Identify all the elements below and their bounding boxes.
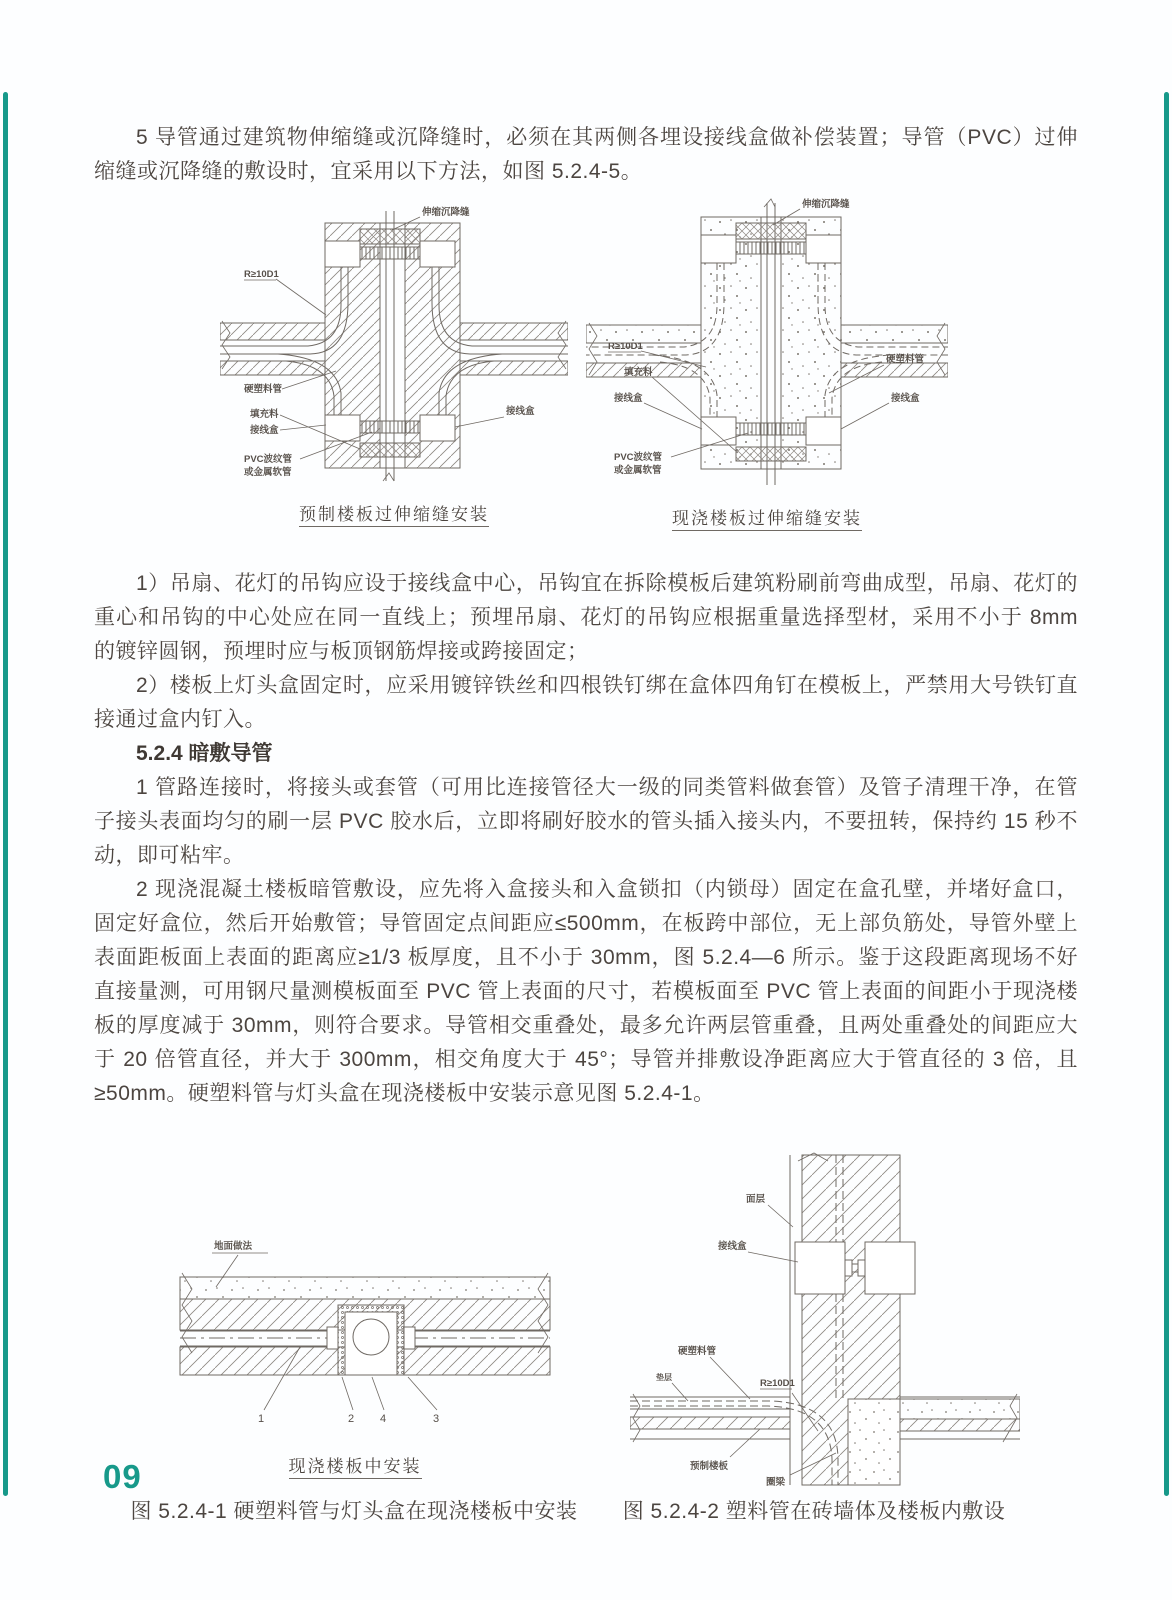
page-number: 09: [103, 1458, 142, 1495]
precast-slab-label: 预制楼板: [690, 1461, 729, 1472]
rigid-pipe-label: 硬塑料管: [886, 354, 925, 365]
callout-3: 3: [433, 1413, 440, 1425]
radius-label: R≥10D1: [608, 341, 643, 352]
page-border-right: [1164, 92, 1169, 1496]
paragraph-1: 1 管路连接时，将接头或套管（可用比连接管径大一级的同类管料做套管）及管子清理干净，在管子接头表面均匀的刷一层 PVC 胶水后，立即将刷好胶水的管头插入接头内，不要扭转，保持约 15 秒不动，即可粘牢。: [94, 776, 1078, 867]
corrugated-pipe-label-2: 或金属软管: [614, 465, 662, 476]
corrugated-pipe-label-1: PVC波纹管: [614, 452, 663, 463]
castinplace-joint-drawing: [586, 195, 948, 497]
castinplace-joint-title: 现浇楼板过伸缩缝安装: [586, 504, 948, 529]
junction-box-right-label: 接线盒: [891, 393, 920, 404]
seam-label: 伸缩沉降缝: [422, 207, 470, 218]
junction-box-label: 接线盒: [718, 1241, 747, 1252]
seam-label: 伸缩沉降缝: [802, 199, 850, 210]
precast-joint-drawing: [220, 203, 568, 493]
cushion-layer-label: 垫层: [656, 1373, 672, 1382]
ground-finish-label: 地面做法: [214, 1241, 253, 1252]
paragraph-item2: 2）楼板上灯头盒固定时，应采用镀锌铁丝和四根铁钉绑在盒体四角钉在模板上，严禁用大号铁钉直接通过盒内钉入。: [94, 674, 1078, 731]
figure-lamp-box-slab: [150, 1225, 560, 1477]
junction-box-right-label: 接线盒: [506, 406, 535, 417]
ring-beam-label: 圈梁: [766, 1477, 786, 1488]
filler-label: 填充料: [250, 409, 279, 420]
page-content: [94, 121, 1078, 1535]
callout-1: 1: [258, 1413, 265, 1425]
filler-label: 填充料: [624, 367, 653, 378]
rigid-pipe-label: 硬塑料管: [678, 1346, 717, 1357]
figure-captions: [94, 1495, 1078, 1535]
paragraph-2: 2 现浇混凝土楼板暗管敷设，应先将入盒接头和入盒锁扣（内锁母）固定在盒孔壁，并堵好盒口，固定好盒位，然后开始敷管；导管固定点间距应≤500mm，在板跨中部位，无上部负筋处，导管外壁上表面距板面上表面的距离应≥1/3 板厚度，且不小于 30mm，图 5.2.4—6 所示。鉴于这段距离现场不好直接量测，可用钢尺量测模板面至 PVC 管上表面的尺寸，若模板面至 PVC 管上表面的间距小于现浇楼板的厚度减于 30mm，则符合要求。导管相交重叠处，最多允许两层管重叠，且两处重叠处的间距应大于 20 倍管直径，并大于 300mm，相交角度大于 45°；导管并排敷设净距离应大于管直径的 3 倍，且≥50mm。硬塑料管与灯头盒在现浇楼板中安装示意见图 5.2.4-1。: [94, 878, 1078, 1105]
section-heading-524: 5.2.4 暗敷导管: [136, 742, 273, 765]
page-border-left: [3, 92, 8, 1496]
lamp-box-slab-title: 现浇楼板中安装: [150, 1452, 560, 1477]
paragraph-intro: 5 导管通过建筑物伸缩缝或沉降缝时，必须在其两侧各埋设接线盒做补偿装置；导管（PVC）过伸缩缝或沉降缝的敷设时，宜采用以下方法，如图 5.2.4-5。: [94, 126, 1078, 183]
brick-wall-conduit-drawing: [630, 1147, 1020, 1491]
callout-2: 2: [348, 1413, 355, 1425]
figure-castinplace-joint: [586, 195, 948, 529]
junction-box-left-label: 接线盒: [250, 425, 279, 436]
corrugated-pipe-label-2: 或金属软管: [244, 467, 292, 478]
figure-brick-wall-conduit: [630, 1147, 1020, 1496]
caption-524-2: 图 5.2.4-2 塑料管在砖墙体及楼板内敷设: [622, 1500, 1006, 1523]
figure-precast-joint: [220, 203, 568, 525]
caption-524-1: 图 5.2.4-1 硬塑料管与灯头盒在现浇楼板中安装: [130, 1500, 578, 1523]
surface-layer-label: 面层: [746, 1194, 766, 1205]
radius-label: R≥10D1: [760, 1378, 795, 1389]
radius-label: R≥10D1: [244, 269, 279, 280]
junction-box-left-label: 接线盒: [614, 393, 643, 404]
precast-joint-title: 预制楼板过伸缩缝安装: [220, 500, 568, 525]
paragraph-item1: 1）吊扇、花灯的吊钩应设于接线盒中心，吊钩宜在拆除模板后建筑粉刷前弯曲成型，吊扇、花灯的重心和吊钩的中心处应在同一直线上；预埋吊扇、花灯的吊钩应根据重量选择型材，采用不小于 8mm 的镀锌圆钢，预埋时应与板顶钢筋焊接或跨接固定；: [94, 572, 1078, 663]
rigid-pipe-label: 硬塑料管: [244, 384, 283, 395]
callout-4: 4: [380, 1413, 387, 1425]
corrugated-pipe-label-1: PVC波纹管: [244, 454, 293, 465]
lamp-box-slab-drawing: [150, 1225, 560, 1445]
figure-bottom-row: [94, 1147, 1078, 1491]
figure-524-5-row: [94, 195, 1078, 567]
